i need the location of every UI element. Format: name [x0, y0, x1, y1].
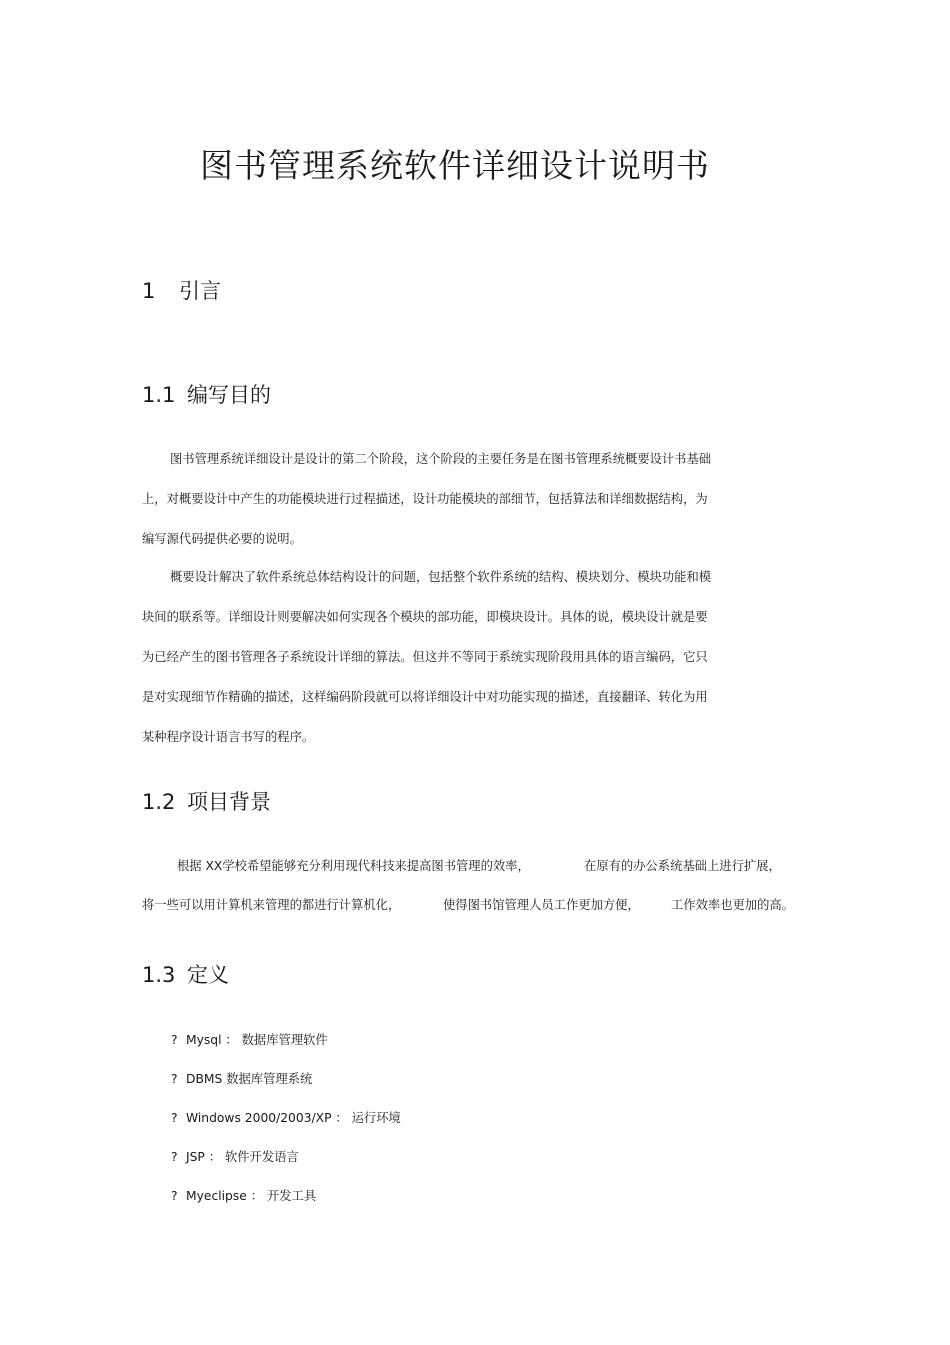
- section-heading-definitions: [142, 960, 229, 990]
- paragraph-line: 概要设计解决了软件系统总体结构设计的问题，包括整个软件系统的结构、模块划分、模块功能和模: [170, 570, 712, 584]
- list-item: [171, 1069, 401, 1108]
- list-item: [171, 1030, 401, 1069]
- bullet-glyph: ?: [171, 1111, 178, 1125]
- paragraph-line: 是对实现细节作精确的描述，这样编码阶段就可以将详细设计中对功能实现的描述，直接翻译、转化为用: [142, 690, 708, 704]
- section-heading-purpose: [142, 380, 271, 410]
- paragraph-line: 上，对概要设计中产生的功能模块进行过程描述，设计功能模块的部细节，包括算法和详细数据结构，为: [142, 492, 708, 506]
- purpose-paragraph-2: [142, 557, 762, 757]
- section-title: 编写目的: [187, 383, 271, 407]
- paragraph-line: 编写源代码提供必要的说明。: [142, 532, 302, 546]
- section-number: 1.1: [142, 383, 176, 407]
- paragraph-line: 某种程序设计语言书写的程序。: [142, 730, 315, 744]
- section-number: 1: [142, 279, 156, 303]
- bullet-glyph: ?: [171, 1189, 178, 1203]
- background-text-2a: 将一些可以用计算机来管理的都进行计算机化，: [142, 898, 401, 912]
- background-text-1a: 根据 XX学校希望能够充分利用现代科技来提高图书管理的效率，: [177, 859, 530, 873]
- definition-list: [171, 1030, 401, 1225]
- background-text-2c: 工作效率也更加的高。: [671, 898, 794, 912]
- list-item: [171, 1186, 401, 1225]
- definition-text: Windows 2000/2003/XP ： 运行环境: [186, 1111, 401, 1125]
- section-heading-background: [142, 787, 271, 817]
- background-text-1b: 在原有的办公系统基础上进行扩展，: [584, 859, 781, 873]
- document-title: 图书管理系统软件详细设计说明书: [200, 146, 710, 185]
- section-title: 引言: [179, 279, 221, 303]
- background-text-2b: 使得图书馆管理人员工作更加方便，: [443, 898, 640, 912]
- section-title: 项目背景: [187, 790, 271, 814]
- definition-text: DBMS 数据库管理系统: [186, 1072, 313, 1086]
- bullet-glyph: ?: [171, 1072, 178, 1086]
- paragraph-line: 为已经产生的图书管理各子系统设计详细的算法。但这并不等同于系统实现阶段用具体的语言编码，它只: [142, 650, 708, 664]
- list-item: [171, 1147, 401, 1186]
- paragraph-line: 图书管理系统详细设计是设计的第二个阶段，这个阶段的主要任务是在图书管理系统概要设计书基础: [170, 452, 712, 466]
- definition-text: Myeclipse ： 开发工具: [186, 1189, 317, 1203]
- purpose-paragraph-1: [142, 439, 762, 559]
- section-number: 1.2: [142, 790, 176, 814]
- paragraph-line: 块间的联系等。详细设计则要解决如何实现各个模块的部功能，即模块设计。具体的说，模块设计就是要: [142, 610, 708, 624]
- section-heading-intro: [142, 276, 221, 306]
- definition-text: Mysql ： 数据库管理软件: [186, 1033, 328, 1047]
- bullet-glyph: ?: [171, 1150, 178, 1164]
- bullet-glyph: ?: [171, 1033, 178, 1047]
- section-number: 1.3: [142, 963, 176, 987]
- definition-text: JSP ： 软件开发语言: [186, 1150, 299, 1164]
- list-item: [171, 1108, 401, 1147]
- section-title: 定义: [187, 963, 229, 987]
